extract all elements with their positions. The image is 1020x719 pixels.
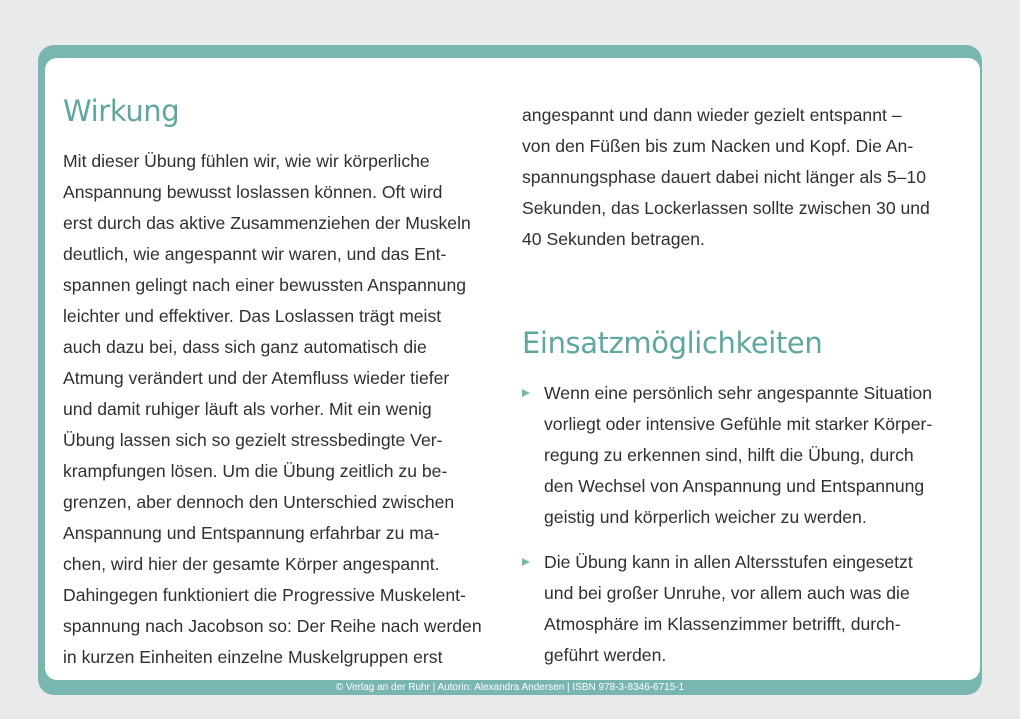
- text-line: Übung lassen sich so gezielt stressbedingte Ver-: [63, 430, 443, 450]
- text-line: vorliegt oder intensive Gefühle mit starker Körper-: [544, 414, 933, 434]
- bullet-text: [544, 547, 913, 671]
- text-line: krampfungen lösen. Um die Übung zeitlich zu be-: [63, 461, 448, 481]
- text-line: auch dazu bei, dass sich ganz automatisch die: [63, 337, 427, 357]
- text-line: deutlich, wie angespannt wir waren, und das Ent-: [63, 244, 447, 264]
- text-line: erst durch das aktive Zusammenziehen der Muskeln: [63, 213, 471, 233]
- text-line: leichter und effektiver. Das Loslassen trägt meist: [63, 306, 442, 326]
- triangle-bullet-icon: [522, 558, 530, 566]
- text-line: Sekunden, das Lockerlassen sollte zwischen 30 und: [522, 198, 930, 218]
- text-line: spannung nach Jacobson so: Der Reihe nach werden: [63, 616, 482, 636]
- text-line: Atmosphäre im Klassenzimmer betrifft, durch-: [544, 614, 901, 634]
- text-line: grenzen, aber dennoch den Unterschied zwischen: [63, 492, 455, 512]
- text-line: in kurzen Einheiten einzelne Muskelgruppen erst: [63, 647, 443, 667]
- wirkung-body: [63, 146, 482, 673]
- copyright-footer: © Verlag an der Ruhr | Autorin: Alexandra Andersen | ISBN 978-3-8346-6715-1: [335, 682, 685, 693]
- section-title-einsatzmoeglichkeiten: Einsatzmöglichkeiten: [522, 326, 823, 360]
- triangle-bullet-icon: [522, 389, 530, 397]
- wirkung-body-continued: [522, 100, 930, 255]
- text-line: angespannt und dann wieder gezielt entspannt –: [522, 105, 902, 125]
- text-line: regung zu erkennen sind, hilft die Übung, durch: [544, 445, 914, 465]
- text-line: 40 Sekunden betragen.: [522, 229, 705, 249]
- text-line: und damit ruhiger läuft als vorher. Mit ein wenig: [63, 399, 432, 419]
- text-line: Anspannung bewusst loslassen können. Oft wird: [63, 182, 443, 202]
- text-line: geistig und körperlich weicher zu werden.: [544, 507, 867, 527]
- text-line: geführt werden.: [544, 645, 667, 665]
- text-line: Anspannung und Entspannung erfahrbar zu ma-: [63, 523, 440, 543]
- text-line: spannungsphase dauert dabei nicht länger als 5–10: [522, 167, 926, 187]
- text-line: Atmung verändert und der Atemfluss wieder tiefer: [63, 368, 450, 388]
- text-line: von den Füßen bis zum Nacken und Kopf. Die An-: [522, 136, 914, 156]
- text-line: Die Übung kann in allen Altersstufen eingesetzt: [544, 552, 913, 572]
- text-line: Wenn eine persönlich sehr angespannte Situation: [544, 383, 932, 403]
- text-line: und bei großer Unruhe, vor allem auch was die: [544, 583, 910, 603]
- text-line: den Wechsel von Anspannung und Entspannung: [544, 476, 925, 496]
- text-line: Mit dieser Übung fühlen wir, wie wir körperliche: [63, 151, 430, 171]
- section-title-wirkung: Wirkung: [63, 94, 180, 128]
- text-line: spannen gelingt nach einer bewussten Anspannung: [63, 275, 467, 295]
- text-line: chen, wird hier der gesamte Körper angespannt.: [63, 554, 440, 574]
- text-line: Dahingegen funktioniert die Progressive Muskelent-: [63, 585, 466, 605]
- bullet-text: [544, 378, 932, 533]
